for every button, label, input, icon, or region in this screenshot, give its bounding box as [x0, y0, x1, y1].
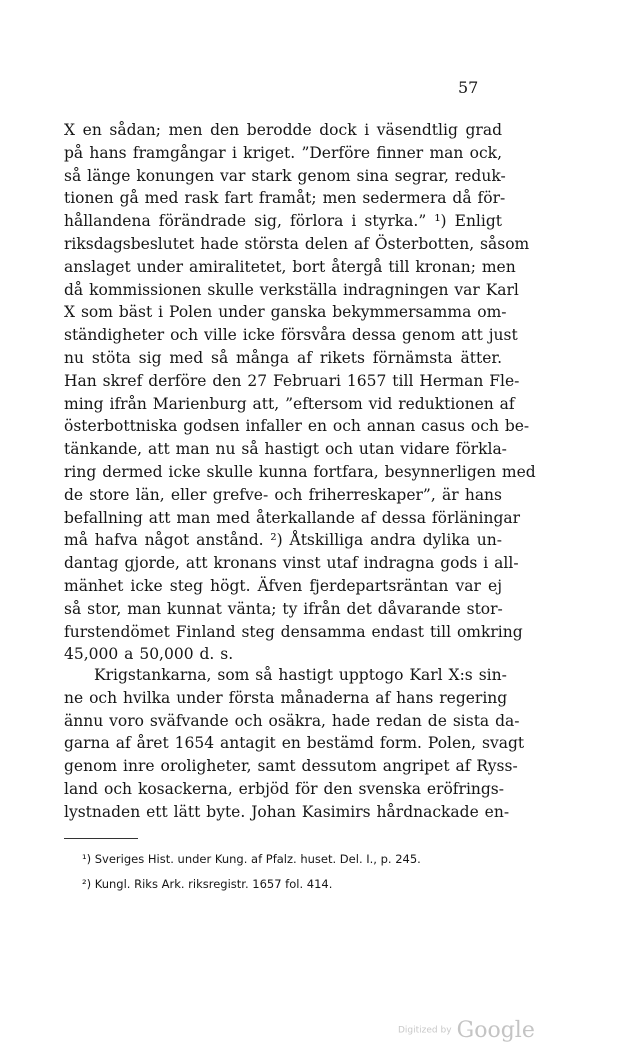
digitized-watermark	[398, 1018, 535, 1043]
text-line: på hans framgångar i kriget. ”Derföre finner man ock,	[64, 143, 502, 162]
text-line: garna af året 1654 antagit en bestämd form. Polen, svagt	[64, 734, 525, 753]
text-line: mänhet icke steg högt. Äfven fjerdepartsräntan var ej	[64, 576, 502, 595]
text-line: ständigheter och ville icke försvåra dessa genom att just	[64, 326, 518, 345]
footnote-2: ²) Kungl. Riks Ark. riksregistr. 1657 fol. 414.	[82, 877, 333, 891]
text-line: må hafva något anstånd. ²) Åtskilliga andra dylika un-	[64, 531, 502, 550]
text-line: så stor, man kunnat vänta; ty ifrån det dåvarande stor-	[64, 599, 503, 618]
text-line: österbottniska godsen infaller en och annan casus och be-	[64, 417, 530, 436]
text-line: 45,000 a 50,000 d. s.	[64, 645, 234, 664]
text-line: dantag gjorde, att kronans vinst utaf indragna gods i all-	[64, 554, 519, 573]
text-line: Han skref derföre den 27 Februari 1657 till Herman Fle-	[64, 371, 520, 390]
text-line: riksdagsbeslutet hade största delen af Österbotten, såsom	[64, 234, 530, 253]
body-paragraph-2	[64, 664, 525, 824]
text-line: nu stöta sig med så många af rikets förnämsta ätter.	[64, 348, 502, 367]
text-line: lystnaden ett lätt byte. Johan Kasimirs hårdnackade en-	[64, 802, 510, 821]
text-line: befallning att man med återkallande af dessa förläningar	[64, 508, 521, 527]
text-line: ming ifrån Marienburg att, ”eftersom vid reduktionen af	[64, 394, 515, 413]
text-line: så länge konungen var stark genom sina segrar, reduk-	[64, 166, 506, 185]
text-line: ne och hvilka under första månaderna af hans regering	[64, 688, 508, 707]
text-line: ännu voro sväfvande och osäkra, hade redan de sista da-	[64, 711, 520, 730]
text-line: X som bäst i Polen under ganska bekymmersamma om-	[64, 303, 507, 322]
text-line: furstendömet Finland steg densamma endast till omkring	[64, 622, 523, 641]
watermark-prefix: Digitized by	[398, 1025, 452, 1036]
text-line: anslaget under amiralitetet, bort återgå till kronan; men	[64, 257, 516, 276]
text-line: då kommissionen skulle verkställa indragningen var Karl	[64, 280, 519, 299]
footnote-1: ¹) Sveriges Hist. under Kung. af Pfalz. huset. Del. I., p. 245.	[82, 852, 421, 866]
page-number: 57	[458, 78, 479, 97]
footnote-rule	[64, 838, 138, 839]
text-line: de store län, eller grefve- och friherreskaper”, är hans	[64, 485, 502, 504]
text-line: hållandena förändrade sig, förlora i styrka.” ¹) Enligt	[64, 212, 502, 231]
text-line: land och kosackerna, erbjöd för den svenska eröfrings-	[64, 779, 505, 798]
text-line: X en sådan; men den berodde dock i väsendtlig grad	[64, 121, 502, 139]
text-line: tionen gå med rask fart framåt; men sedermera då för-	[64, 189, 506, 208]
text-line: tänkande, att man nu så hastigt och utan vidare förkla-	[64, 440, 507, 459]
text-line: ring dermed icke skulle kunna fortfara, besynnerligen med	[64, 462, 536, 481]
text-line: genom inre oroligheter, samt dessutom angripet af Ryss-	[64, 757, 518, 776]
body-paragraph-1	[64, 119, 536, 666]
google-logo: Google	[456, 1018, 535, 1043]
text-line: Krigstankarna, som så hastigt upptogo Karl X:s sin-	[94, 666, 507, 684]
